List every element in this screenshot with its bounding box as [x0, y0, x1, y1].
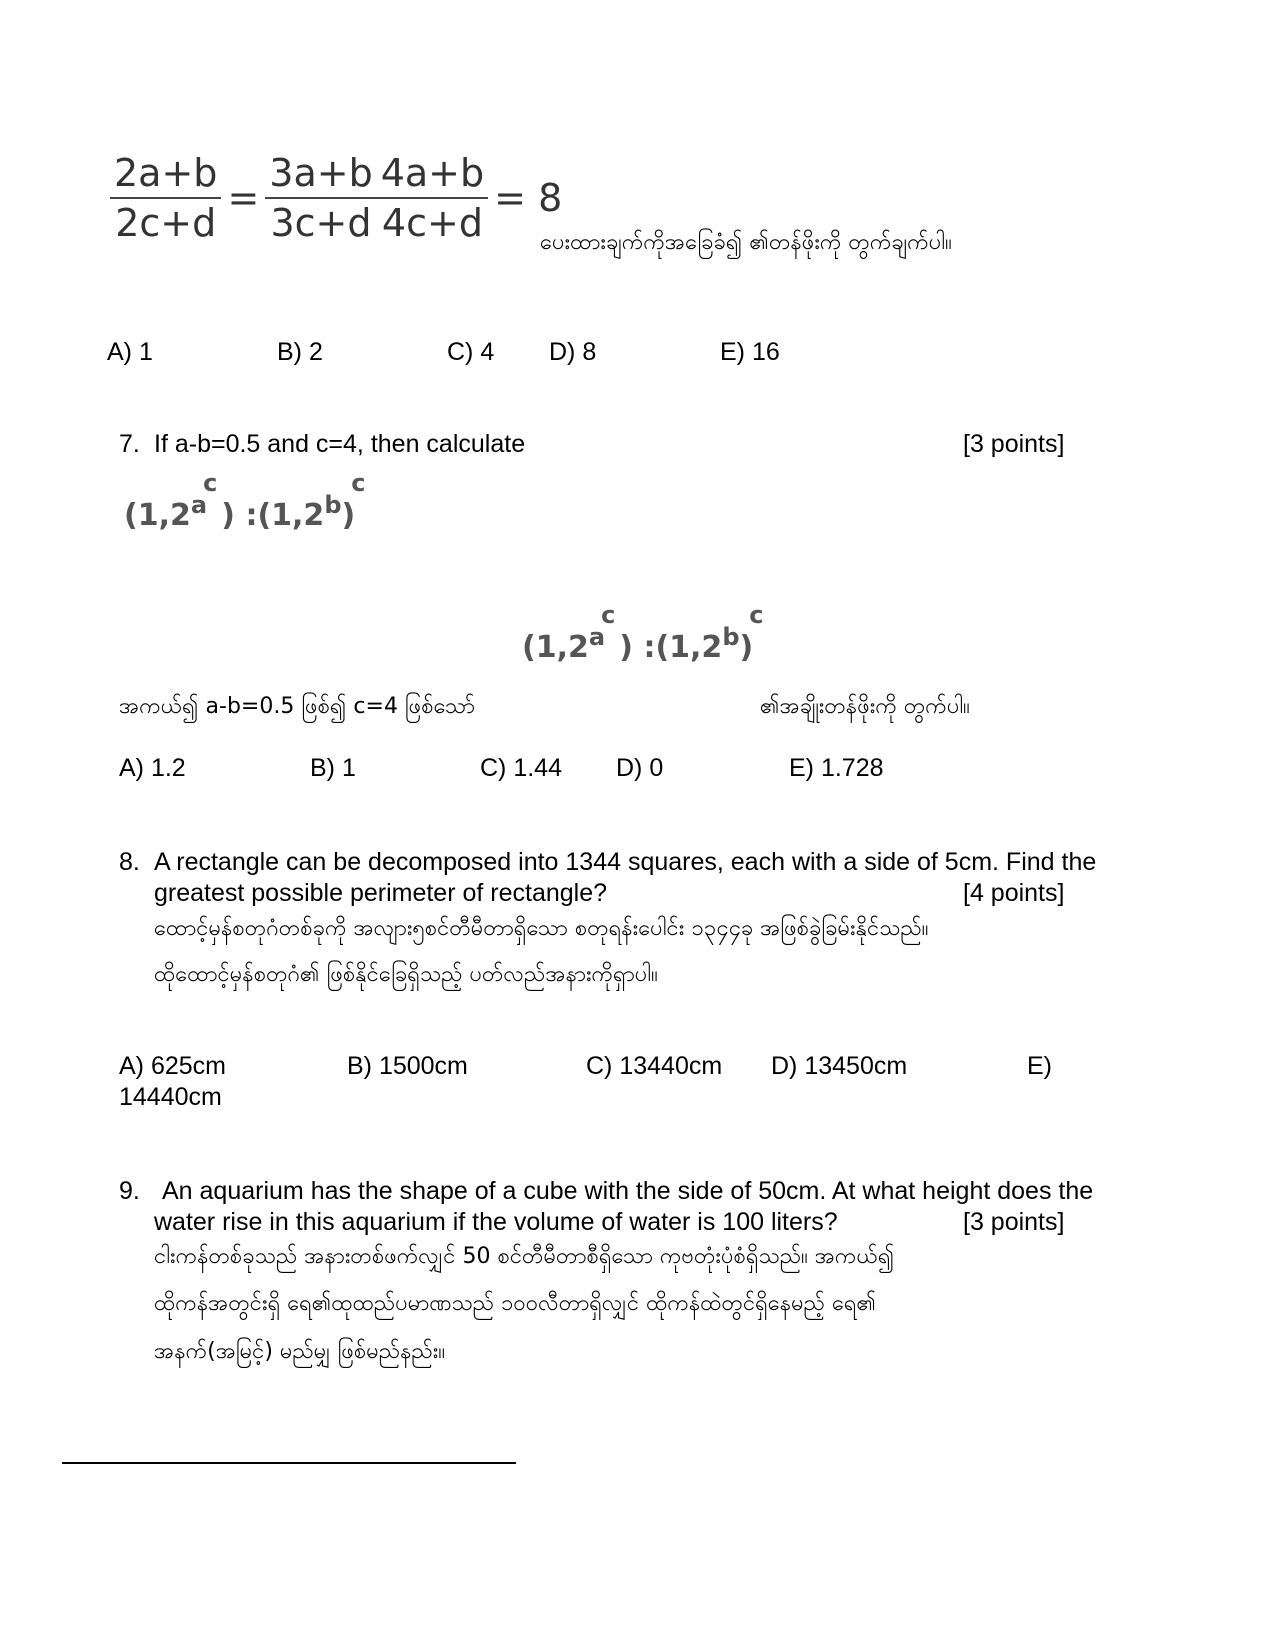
expr-close: )	[341, 498, 356, 533]
q6-option-b: B) 2	[277, 338, 323, 366]
q8-options	[0, 1050, 1275, 1082]
q9-burmese-line-1: ငါးကန်တစ်ခုသည် အနားတစ်ဖက်လျှင် 50 စင်တီမီတာစီရှိသော ကုဗတုံးပုံစံရှိသည်။ အကယ်၍	[154, 1244, 895, 1269]
q8-number: 8.	[119, 848, 140, 876]
q6-equation	[110, 148, 568, 248]
q8-option-c: C) 13440cm	[586, 1052, 723, 1080]
q6-option-e: E) 16	[720, 338, 780, 366]
fraction-1-numerator: 2a+b	[110, 151, 221, 199]
q8-option-e: E)	[1027, 1052, 1052, 1080]
q8-burmese-line-2: ထိုထောင့်မှန်စတုဂံ၏ ဖြစ်နိုင်ခြေရှိသည့် ပတ်လည်အနားကိုရှာပါ။	[154, 962, 658, 987]
expr2-power-2: c	[749, 601, 764, 629]
expr-power-1: c	[203, 469, 218, 497]
q9-line-2: water rise in this aquarium if the volume of water is 100 liters?	[154, 1208, 838, 1236]
fraction-2	[265, 151, 376, 245]
fraction-3-numerator: 4a+b	[377, 151, 488, 199]
expr-exp-b: b	[324, 491, 342, 519]
q8-line-1: A rectangle can be decomposed into 1344 squares, each with a side of 5cm. Find the	[154, 848, 1097, 876]
expr2-open: (1,2	[522, 630, 589, 665]
q7-expression	[124, 469, 369, 533]
q7-burmese-left: အကယ်၍ a-b=0.5 ဖြစ်၍ c=4 ဖြစ်သော်	[119, 694, 475, 719]
q9-points: [3 points]	[963, 1208, 1065, 1236]
q7-options	[0, 752, 1275, 784]
fraction-1-denominator: 2c+d	[115, 201, 217, 245]
expr-open: (1,2	[124, 498, 191, 533]
q7-number: 7.	[119, 430, 140, 458]
q8-option-d: D) 13450cm	[771, 1052, 908, 1080]
fraction-3-denominator: 4c+d	[381, 201, 483, 245]
q7-points: [3 points]	[963, 430, 1065, 458]
q6-option-a: A) 1	[107, 338, 153, 366]
equals-eight: = 8	[494, 176, 563, 220]
q7-option-a: A) 1.2	[119, 754, 186, 782]
q8-option-a: A) 625cm	[119, 1052, 226, 1080]
fraction-2-numerator: 3a+b	[265, 151, 376, 199]
fraction-2-denominator: 3c+d	[270, 201, 372, 245]
footnote-separator	[62, 1462, 516, 1464]
q9-burmese-line-3: အနက်(အမြင့်) မည်မျှ ဖြစ်မည်နည်း။	[154, 1339, 446, 1364]
expr2-exp-a: a	[588, 623, 606, 651]
q8-points: [4 points]	[963, 879, 1065, 907]
q7-expression-burmese	[522, 601, 767, 665]
q9-line-1: An aquarium has the shape of a cube with the side of 50cm. At what height does the	[162, 1177, 1094, 1205]
expr-power-2: c	[351, 469, 366, 497]
equals-sign: =	[227, 176, 260, 220]
q8-line-2: greatest possible perimeter of rectangle?	[154, 879, 608, 907]
q6-burmese-prompt: ပေးထားချက်ကိုအခြေခံ၍ ၏တန်ဖိုးကို တွက်ချက်ပါ။	[540, 230, 952, 255]
q6-option-c: C) 4	[447, 338, 495, 366]
fraction-3	[377, 151, 488, 245]
expr2-mid: ) :(1,2	[619, 630, 723, 665]
fraction-1	[110, 151, 221, 245]
q6-option-d: D) 8	[549, 338, 597, 366]
q8-option-b: B) 1500cm	[347, 1052, 468, 1080]
q7-burmese-right: ၏အချိုးတန်ဖိုးကို တွက်ပါ။	[760, 694, 970, 719]
expr2-power-1: c	[601, 601, 616, 629]
expr2-exp-b: b	[722, 623, 740, 651]
q8-burmese-line-1: ထောင့်မှန်စတုဂံတစ်ခုကို အလျား၅စင်တီမီတာရှိသော စတုရန်းပေါင်း ၁၃၄၄ခု အဖြစ်ခွဲခြမ်းနိုင်သည်။	[154, 916, 929, 941]
expr-mid: ) :(1,2	[221, 498, 325, 533]
q9-number: 9.	[119, 1177, 140, 1205]
expr-exp-a: a	[190, 491, 208, 519]
q7-option-c: C) 1.44	[480, 754, 562, 782]
q8-option-e-value: 14440cm	[119, 1083, 222, 1111]
expr2-close: )	[739, 630, 754, 665]
q9-burmese-line-2: ထိုကန်အတွင်းရှိ ရေ၏ထုထည်ပမာဏသည် ၁၀၀လီတာရှိလျှင် ထိုကန်ထဲတွင်ရှိနေမည့် ရေ၏	[154, 1291, 877, 1316]
q7-option-e: E) 1.728	[789, 754, 884, 782]
q7-option-b: B) 1	[310, 754, 356, 782]
q6-options	[0, 336, 1275, 368]
q7-question: If a-b=0.5 and c=4, then calculate	[154, 430, 526, 458]
q7-option-d: D) 0	[616, 754, 664, 782]
